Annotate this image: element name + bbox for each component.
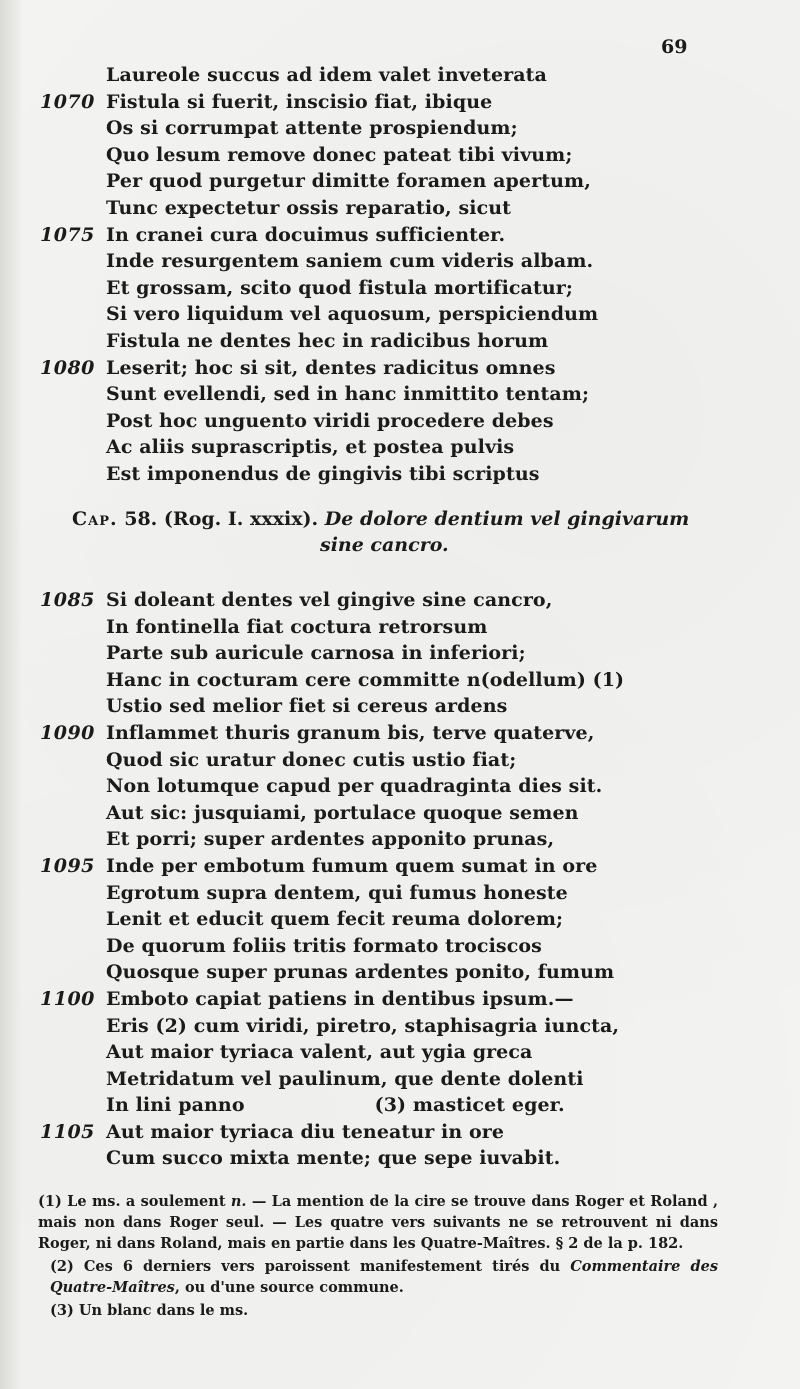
verse-text xyxy=(106,195,511,222)
verse-text xyxy=(106,986,574,1013)
footnotes xyxy=(38,1191,718,1321)
verse-text-part: Parte sub auricule carnosa in inferiori; xyxy=(106,642,526,665)
verse-text xyxy=(106,667,624,694)
verse-text xyxy=(106,142,572,169)
verse-text-part: Emboto capiat patiens in dentibus ipsum.— xyxy=(106,987,574,1010)
verse-text xyxy=(106,587,552,614)
footnote-3: (3) Un blanc dans le ms. xyxy=(50,1302,249,1319)
verse-text-part: In fontinella fiat coctura retrorsum xyxy=(106,615,488,638)
verse-text-part: Metridatum vel paulinum, que dente dolenti xyxy=(106,1067,584,1090)
verse-text-part: Laureole succus ad idem valet inveterata xyxy=(106,64,547,86)
verse-text xyxy=(106,115,518,142)
verse-text xyxy=(106,301,598,328)
verse-text-part: (3) masticet eger. xyxy=(374,1094,565,1117)
verse-text-part: Lenit et educit quem fecit reuma dolorem; xyxy=(106,908,564,931)
verse-text-part: Quosque super prunas ardentes ponito, fumum xyxy=(106,961,615,984)
verse-text-part: Aut maior tyriaca diu teneatur in ore xyxy=(106,1120,505,1143)
verse-text xyxy=(106,1013,619,1040)
verse-text xyxy=(106,640,526,667)
verse-line xyxy=(40,800,760,827)
verse-text xyxy=(106,853,597,880)
verse-text-part: Cum succo mixta mente; que sepe iuvabit. xyxy=(106,1147,561,1170)
verse-text-part: Aut maior tyriaca valent, aut ygia greca xyxy=(106,1041,533,1064)
verse-line xyxy=(40,408,760,435)
line-number: 1100 xyxy=(40,987,95,1010)
verse-block-upper xyxy=(40,62,760,488)
verse-text xyxy=(106,880,568,907)
verse-text xyxy=(106,62,547,89)
line-number: 1070 xyxy=(40,90,95,113)
verse-line xyxy=(40,1013,760,1040)
verse-line xyxy=(40,381,760,408)
line-number: 1095 xyxy=(40,854,95,877)
verse-text-part: Leserit; hoc si sit, dentes radicitus omnes xyxy=(106,356,556,379)
verse-line xyxy=(40,826,760,853)
verse-line xyxy=(40,461,760,488)
page-gutter xyxy=(0,0,22,1389)
verse-text xyxy=(106,355,556,382)
verse-line xyxy=(40,275,760,302)
verse-text-part: Quod sic uratur donec cutis ustio fiat; xyxy=(106,748,517,771)
chapter-reference: (Rog. I. xxxix). xyxy=(163,508,319,530)
verse-text-part: Non lotumque capud per quadraginta dies sit. xyxy=(106,775,603,798)
verse-line xyxy=(40,667,760,694)
verse-text-part: Si vero liquidum vel aquosum, perspiciendum xyxy=(106,303,599,326)
verse-line xyxy=(40,328,760,355)
verse-text xyxy=(106,434,514,461)
verse-text xyxy=(106,720,594,747)
verse-text xyxy=(106,89,492,116)
verse-text-part: Inde resurgentem saniem cum videris albam. xyxy=(106,250,594,273)
verse-text-part: Post hoc unguento viridi procedere debes xyxy=(106,409,554,432)
verse-text-part: Hanc in cocturam cere committe n(odellum) (1) xyxy=(106,668,625,691)
verse-line xyxy=(40,1039,760,1066)
verse-text-part: In lini panno xyxy=(106,1094,245,1117)
verse-line xyxy=(40,301,760,328)
chapter-title-continued: sine cancro. xyxy=(320,534,449,556)
verse-line xyxy=(40,1145,760,1172)
line-number: 1075 xyxy=(40,223,95,246)
verse-line xyxy=(40,1119,760,1146)
verse-text-part: De quorum foliis tritis formato trociscos xyxy=(106,934,542,957)
verse-text-part: Egrotum supra dentem, qui fumus honeste xyxy=(106,881,568,904)
verse-line xyxy=(40,720,760,747)
verse-line xyxy=(40,587,760,614)
verse-line xyxy=(40,1092,760,1119)
verse-text xyxy=(106,275,573,302)
verse-text-part: Quo lesum remove donec pateat tibi vivum; xyxy=(106,143,573,166)
verse-text-part: Ac aliis suprascriptis, et postea pulvis xyxy=(106,436,515,459)
verse-line xyxy=(40,115,760,142)
verse-text-part: Os si corrumpat attente prospiendum; xyxy=(106,117,518,140)
verse-line xyxy=(40,747,760,774)
line-number: 1085 xyxy=(40,589,95,611)
verse-line xyxy=(40,640,760,667)
verse-line xyxy=(40,880,760,907)
verse-line xyxy=(40,142,760,169)
verse-line xyxy=(40,89,760,116)
verse-text-part: In cranei cura docuimus sufficienter. xyxy=(106,223,506,246)
verse-text-part: Fistula si fuerit, inscisio fiat, ibique xyxy=(106,90,493,113)
verse-text-part: Fistula ne dentes hec in radicibus horum xyxy=(106,329,549,352)
chapter-label: Cap. xyxy=(72,508,118,530)
chapter-title: De dolore dentium vel gingivarum xyxy=(324,508,690,530)
chapter-number: 58. xyxy=(124,508,158,530)
verse-text xyxy=(106,381,589,408)
page-number: 69 xyxy=(661,36,688,58)
verse-text xyxy=(106,933,542,960)
verse-line xyxy=(40,1066,760,1093)
verse-text xyxy=(106,747,516,774)
line-number: 1105 xyxy=(40,1120,95,1143)
verse-text-part: Eris (2) cum viridi, piretro, staphisagria iuncta, xyxy=(106,1014,620,1037)
verse-line xyxy=(40,222,760,249)
verse-text-part: Et grossam, scito quod fistula mortificatur; xyxy=(106,276,573,299)
verse-text xyxy=(106,693,507,720)
verse-text-part: Tunc expectetur ossis reparatio, sicut xyxy=(106,196,512,219)
verse-text-part: Sunt evellendi, sed in hanc inmittito tentam; xyxy=(106,383,590,406)
chapter-heading xyxy=(72,508,712,556)
verse-line xyxy=(40,853,760,880)
verse-text-part: Et porri; super ardentes apponito prunas, xyxy=(106,828,555,851)
verse-text xyxy=(106,1145,560,1172)
verse-line xyxy=(40,933,760,960)
verse-text xyxy=(106,461,540,488)
footnote-2: (2) Ces 6 derniers vers paroissent manifestement tirés du Commentaire des Quatre-Maîtres, ou d'une source commune. xyxy=(50,1258,718,1296)
verse-text xyxy=(106,1039,532,1066)
verse-block-lower xyxy=(40,587,760,1172)
verse-text xyxy=(106,248,593,275)
verse-text xyxy=(106,906,563,933)
verse-text-part: Ustio sed melior fiet si cereus ardens xyxy=(106,695,508,718)
verse-text xyxy=(106,1092,565,1119)
verse-line xyxy=(40,62,760,89)
verse-text xyxy=(106,614,487,641)
verse-line xyxy=(40,434,760,461)
verse-text xyxy=(106,1119,504,1146)
verse-text-part: Per quod purgetur dimitte foramen apertum, xyxy=(106,170,591,193)
verse-line xyxy=(40,168,760,195)
verse-text xyxy=(106,168,591,195)
verse-line xyxy=(40,248,760,275)
verse-text xyxy=(106,826,554,853)
verse-text-part: Inflammet thuris granum bis, terve quaterve, xyxy=(106,721,595,744)
footnote-1: (1) Le ms. a soulement n. — La mention de la cire se trouve dans Roger et Roland , mais non dans Roger seul. — Les quatre vers suivants ne se retrouvent ni dans Roger, ni dans Roland, mais en partie dans les Quatre-Maîtres. § 2 de la p. 182. xyxy=(38,1193,718,1252)
verse-line xyxy=(40,906,760,933)
verse-text xyxy=(106,959,614,986)
verse-line xyxy=(40,355,760,382)
verse-text xyxy=(106,800,579,827)
verse-text xyxy=(106,222,505,249)
verse-line xyxy=(40,693,760,720)
line-number: 1080 xyxy=(40,356,95,379)
verse-text-part: Inde per embotum fumum quem sumat in ore xyxy=(106,854,598,877)
verse-line xyxy=(40,959,760,986)
verse-text xyxy=(106,773,602,800)
verse-text-part: Si doleant dentes vel gingive sine cancro, xyxy=(106,589,553,611)
verse-text xyxy=(106,328,548,355)
verse-text-part: Aut sic: jusquiami, portulace quoque semen xyxy=(106,801,579,824)
verse-text-part: Est imponendus de gingivis tibi scriptus xyxy=(106,462,540,485)
line-number: 1090 xyxy=(40,721,95,744)
verse-line xyxy=(40,614,760,641)
verse-line xyxy=(40,773,760,800)
verse-line xyxy=(40,195,760,222)
verse-text xyxy=(106,408,554,435)
verse-line xyxy=(40,986,760,1013)
verse-text xyxy=(106,1066,584,1093)
